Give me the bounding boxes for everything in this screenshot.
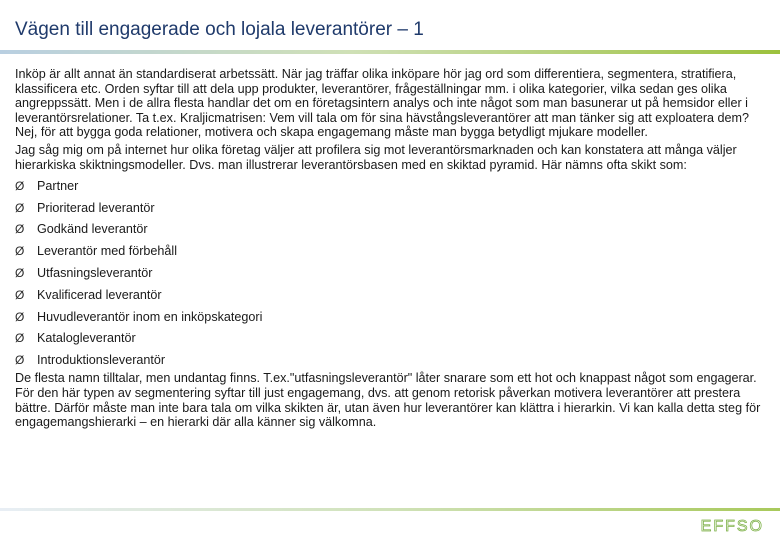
paragraph-conclusion: De flesta namn tilltalar, men undantag finns. T.ex."utfasningsleverantör" låter snarare som ett hot och knappast något som engagerar. För den här typen av segmentering syftar till just engagemang, dvs. att genom retorisk påverkan motivera leverantörer att prestera bättre. Därför måste man inte bara tala om vilka skikten är, utan även hur leverantörer kan klättra i hierarkin. Vi kan kalla detta steg för engagemangshierarki – en hierarki där alla känner sig välkomna. (15, 371, 761, 430)
effso-logo: EFFSO (700, 518, 764, 535)
list-item-label: Leverantör med förbehåll (37, 244, 178, 259)
list-item (15, 328, 767, 350)
list-item (15, 306, 767, 328)
slide-body (15, 67, 767, 433)
list-item (15, 219, 767, 241)
list-item (15, 175, 767, 197)
list-item-label: Katalogleverantör (37, 331, 136, 346)
arrow-bullet-icon: Ø (15, 331, 25, 346)
list-item-label: Introduktionsleverantör (37, 353, 166, 368)
list-item-label: Prioriterad leverantör (37, 200, 155, 215)
arrow-bullet-icon: Ø (15, 222, 25, 237)
paragraph-internet: Jag såg mig om på internet hur olika företag väljer att profilera sig mot leverantörsmarknaden och kan konstatera att många väljer hierarkiska skiktningsmodeller. Dvs. man illustrerar leverantörsbasen med en skiktad pyramid. Här nämns ofta skikt som: (15, 142, 737, 172)
arrow-bullet-icon: Ø (15, 287, 25, 302)
list-item (15, 241, 767, 263)
list-item-label: Huvudleverantör inom en inköpskategori (37, 309, 263, 324)
list-item-label: Partner (37, 178, 79, 193)
arrow-bullet-icon: Ø (15, 265, 25, 280)
paragraph-intro: Inköp är allt annat än standardiserat arbetssätt. När jag träffar olika inköpare hör jag ord som differentiera, segmentera, stratifiera, klassificera etc. Orden syftar till att dela upp produkter, leverantörer, frågeställningar mm. i olika kategorier, vilka sedan ges olika angreppssätt. Men i de allra flesta handlar det om en företagsintern analys och inte något som man basunerar ut på hemsidor eller i leverantörsrelationer. Ta t.ex. Kraljicmatrisen: Vem vill tala om för sina hävstångsleverantörer att man tänker sig att exploatera dem? Nej, för att bygga goda relationer, motivera och skapa engagemang måste man bygga betydligt mjukare modeller. (15, 67, 750, 140)
list-item-label: Utfasningsleverantör (37, 265, 153, 280)
list-item (15, 197, 767, 219)
arrow-bullet-icon: Ø (15, 244, 25, 259)
title-divider (0, 50, 780, 54)
list-item-label: Godkänd leverantör (37, 222, 148, 237)
arrow-bullet-icon: Ø (15, 309, 25, 324)
arrow-bullet-icon: Ø (15, 200, 25, 215)
footer-divider (0, 508, 780, 511)
list-item (15, 284, 767, 306)
list-item (15, 350, 767, 372)
list-item-label: Kvalificerad leverantör (37, 287, 162, 302)
supplier-tier-list (15, 175, 767, 371)
arrow-bullet-icon: Ø (15, 353, 25, 368)
arrow-bullet-icon: Ø (15, 178, 25, 193)
slide-title: Vägen till engagerade och lojala leverantörer – 1 (15, 19, 424, 40)
list-item (15, 262, 767, 284)
